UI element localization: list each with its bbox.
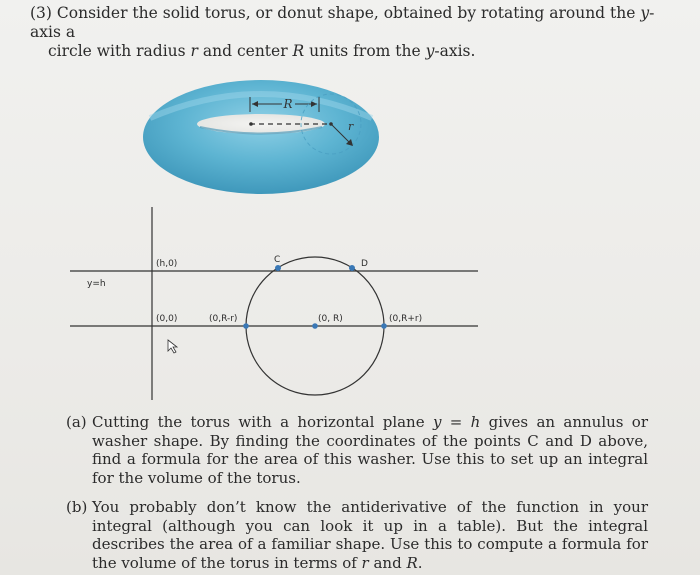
label-C: C — [274, 255, 281, 265]
label-R-plus-r: (0,R+r) — [389, 314, 423, 324]
label-D: D — [361, 259, 368, 269]
problem-number: (3) — [30, 4, 52, 22]
point-C — [275, 265, 281, 271]
part-a: (a) Cutting the torus with a horizontal plane y = h gives an annulus or washer shape. By finding the coordinates of the points C and D above, find a formula for the area of this washer. Use this to set up an integral for the volume of the torus. — [66, 413, 649, 487]
label-R: (0, R) — [318, 314, 343, 324]
part-b-tag: (b) — [66, 498, 88, 516]
part-a-tag: (a) — [66, 413, 87, 431]
cursor-icon — [168, 340, 177, 353]
problem-statement: (3) Consider the solid torus, or donut shape, obtained by rotating around the y-axis a circle with radius r and center R units from the y-axis. — [30, 4, 655, 60]
label-y-eq-h: y=h — [87, 279, 106, 289]
label-R-minus-r: (0,R-r) — [209, 314, 238, 324]
label-00: (0,0) — [156, 314, 178, 324]
torus-R-label: R — [283, 97, 293, 111]
part-b: (b) You probably don’t know the antiderivative of the function in your integral (although you can look it up in a table). But the integral describes the area of a familiar shape. Use this to compute a formula for the volume of the torus in terms of r and R. — [66, 498, 648, 572]
point-R-minus-r — [243, 323, 249, 329]
torus-illustration — [143, 80, 379, 194]
label-h0: (h,0) — [156, 259, 178, 269]
point-R-plus-r — [381, 323, 387, 329]
torus-r-label: r — [348, 120, 354, 133]
point-R — [312, 323, 318, 329]
cross-section-diagram — [70, 207, 478, 400]
point-D — [349, 265, 355, 271]
